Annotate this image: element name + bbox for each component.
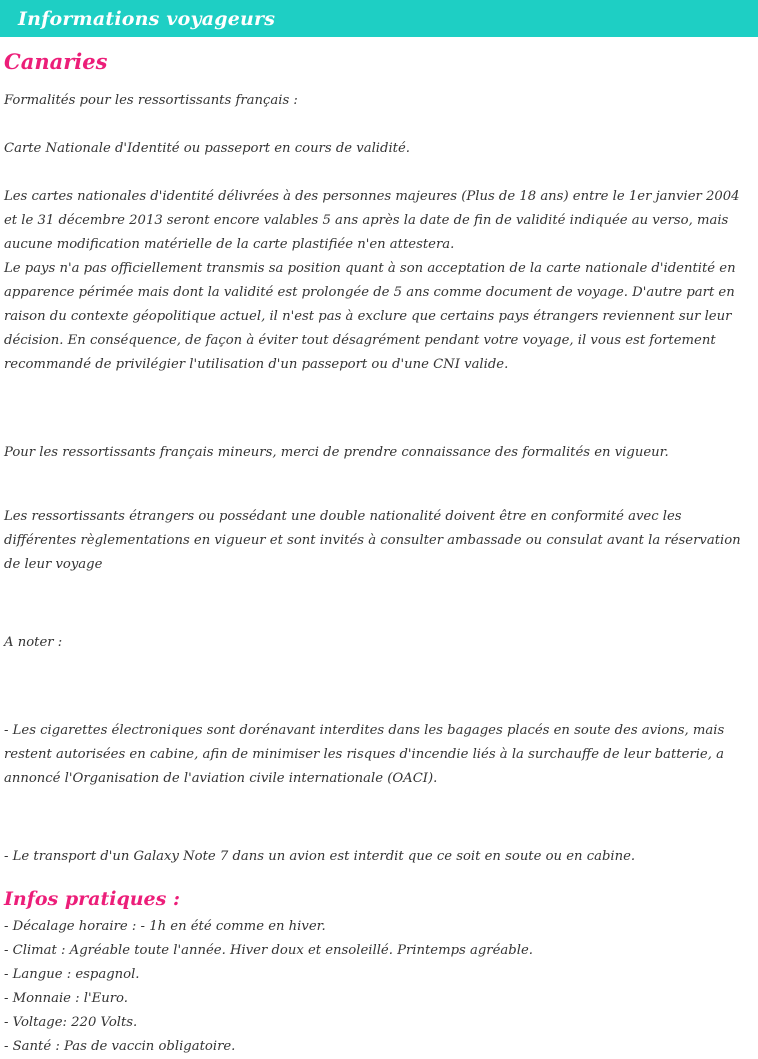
note-ecigarettes-text: - Les cigarettes électroniques sont dorénavant interdites dans les bagages placés en soute des avions, mais restent autorisées en cabine, afin de minimiser les risques d'incendie liés à la surchauffe de leur batterie, a annoncé l'Organisation de l'aviation civile internationale (OACI). xyxy=(4,723,725,786)
id-documents-text: Carte Nationale d'Identité ou passeport en cours de validité. xyxy=(4,141,410,156)
formalities-intro-text: Formalités pour les ressortissants français : xyxy=(4,93,298,108)
spacer xyxy=(2,113,756,137)
page-content xyxy=(0,49,758,1059)
list-item: - Langue : espagnol. xyxy=(4,967,140,982)
list-item: - Santé : Pas de vaccin obligatoire. xyxy=(4,1039,236,1054)
page-header xyxy=(0,0,758,37)
spacer xyxy=(2,377,756,417)
spacer xyxy=(2,831,756,845)
list-item: - Voltage: 220 Volts. xyxy=(4,1015,138,1030)
spacer xyxy=(2,75,756,89)
list-item: - Monnaie : l'Euro. xyxy=(4,991,128,1006)
spacer xyxy=(2,161,756,185)
spacer xyxy=(2,617,756,631)
foreigners-text: Les ressortissants étrangers ou possédant une double nationalité doivent être en conformité avec les différentes règlementations en vigueur et sont invités à consulter ambassade ou consulat avant la réservation de leur voyage xyxy=(4,509,741,572)
minors-text: Pour les ressortissants français mineurs, merci de prendre connaissance des formalités en vigueur. xyxy=(4,445,669,460)
country-position-text: Le pays n'a pas officiellement transmis sa position quant à son acceptation de la carte nationale d'identité en apparence périmée mais dont la validité est prolongée de 5 ans comme document de voyage. D'autre part en raison du contexte géopolitique actuel, il n'est pas à exclure que certains pays étrangers reviennent sur leur décision. En conséquence, de façon à éviter tout désagrément pendant votre voyage, il vous est fortement recommandé de privilégier l'utilisation d'un passeport ou d'une CNI valide. xyxy=(4,261,736,372)
note-galaxy-text: - Le transport d'un Galaxy Note 7 dans un avion est interdit que ce soit en soute ou en cabine. xyxy=(4,849,636,864)
page-title: Informations voyageurs xyxy=(18,7,276,30)
spacer xyxy=(2,791,756,831)
practical-info-list xyxy=(2,915,756,1059)
list-item: - Décalage horaire : - 1h en été comme en hiver. xyxy=(4,919,326,934)
note-label-text: A noter : xyxy=(4,635,63,650)
spacer xyxy=(2,695,756,719)
spacer xyxy=(2,655,756,695)
practical-info-title: Infos pratiques : xyxy=(4,888,180,910)
list-item: - Climat : Agréable toute l'année. Hiver doux et ensoleillé. Printemps agréable. xyxy=(4,943,533,958)
id-extension-text: Les cartes nationales d'identité délivrées à des personnes majeures (Plus de 18 ans) entre le 1er janvier 2004 et le 31 décembre 2013 seront encore valables 5 ans après la date de fin de validité indiquée au verso, mais aucune modification matérielle de la carte plastifiée n'en attestera. xyxy=(4,189,740,252)
spacer xyxy=(2,417,756,441)
spacer xyxy=(2,465,756,505)
destination-title: Canaries xyxy=(4,49,108,74)
spacer xyxy=(2,577,756,617)
